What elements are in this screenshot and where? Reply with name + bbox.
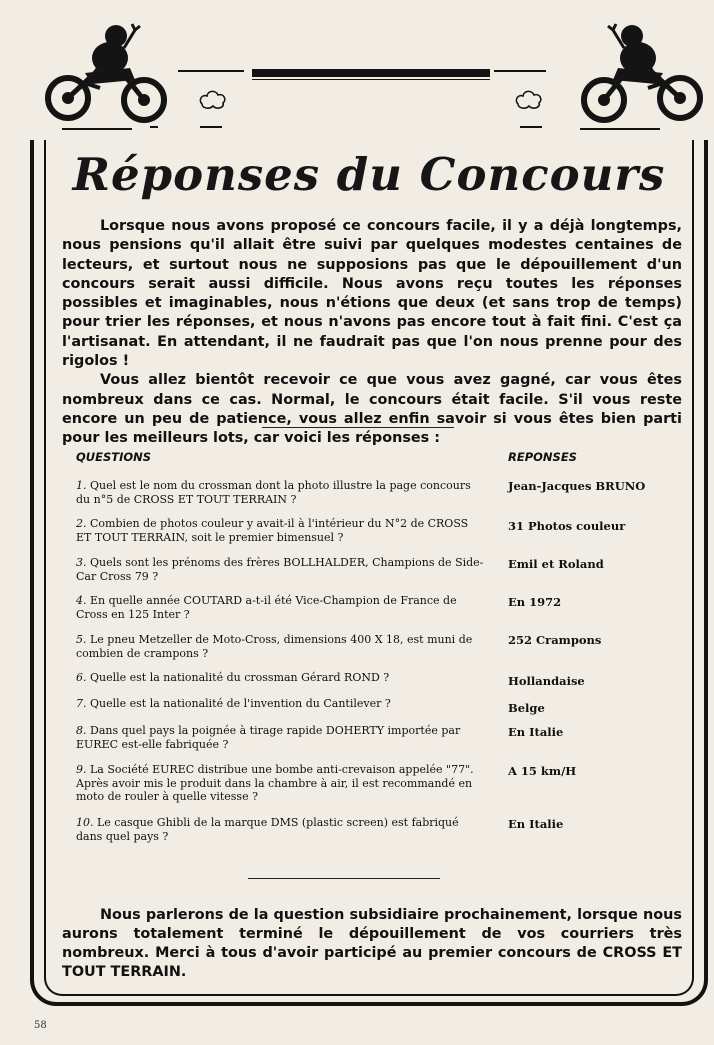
dash-decoration xyxy=(200,126,222,128)
answer-text: Hollandaise xyxy=(508,674,585,688)
dash-decoration xyxy=(178,70,244,72)
question-text xyxy=(76,479,486,506)
intro-paragraph: Vous allez bientôt recevoir ce que vous avez gagné, car vous êtes nombreux dans ce cas. Normal, le concours était facile. S'il vous reste encore un peu de patience, vous allez enfin savoir si vous êtes bien parti pour les meilleurs lots, car voici les réponses : xyxy=(62,372,682,447)
question-text xyxy=(76,671,486,685)
question-text xyxy=(76,763,486,804)
question-text xyxy=(76,724,486,751)
question-label: Quel est le nom du crossman dont la photo illustre la page concours du n°5 de CROSS ET TOUT TERRAIN ? xyxy=(76,479,471,506)
intro-paragraph: Lorsque nous avons proposé ce concours facile, il y a déjà longtemps, nous pensions qu'il allait être suivi par quelques modestes centaines de lecteurs, et surtout nous ne supposions pas que le dépouillement d'un concours serait aussi difficile. Nous avons reçu toutes les réponses possibles et imaginables, nous n'étions que deux (et sans trop de temps) pour trier les réponses, et nous n'avons pas encore tout à fait fini. C'est ça l'artisanat. En attendant, il ne faudrait pas que l'on nous prenne pour des rigolos ! xyxy=(62,218,682,370)
closing-text xyxy=(62,906,682,982)
question-number: 6. xyxy=(76,671,87,684)
dash-decoration xyxy=(150,126,158,128)
separator-rule xyxy=(262,427,454,428)
page-number: 58 xyxy=(34,1020,47,1031)
dust-cloud-icon xyxy=(196,86,230,112)
question-number: 10. xyxy=(76,816,94,829)
question-text xyxy=(76,816,486,843)
question-number: 8. xyxy=(76,724,87,737)
question-number: 2. xyxy=(76,517,87,530)
dash-decoration xyxy=(580,128,660,130)
question-label: En quelle année COUTARD a-t-il été Vice-Champion de France de Cross en 125 Inter ? xyxy=(76,594,457,621)
question-label: Quelle est la nationalité de l'invention du Cantilever ? xyxy=(90,697,391,710)
intro-text xyxy=(62,217,682,449)
answer-text: En 1972 xyxy=(508,595,562,609)
question-number: 9. xyxy=(76,763,87,776)
dust-cloud-icon xyxy=(512,86,546,112)
header-rule xyxy=(252,69,490,77)
answer-text: Emil et Roland xyxy=(508,557,604,571)
motorbike-rider-icon xyxy=(40,18,170,128)
separator-rule xyxy=(248,878,440,879)
question-number: 4. xyxy=(76,594,87,607)
question-text xyxy=(76,556,486,583)
answers-header: REPONSES xyxy=(508,450,577,464)
question-label: Dans quel pays la poignée à tirage rapide DOHERTY importée par EUREC est-elle fabriquée ? xyxy=(76,724,461,751)
question-text xyxy=(76,594,486,621)
question-label: Combien de photos couleur y avait-il à l'intérieur du N°2 de CROSS ET TOUT TERRAIN, soit le premier bimensuel ? xyxy=(76,517,469,544)
answer-text: Jean-Jacques BRUNO xyxy=(508,479,646,493)
page-title: Réponses du Concours xyxy=(72,148,666,201)
dash-decoration xyxy=(62,128,132,130)
closing-paragraph: Nous parlerons de la question subsidiaire prochainement, lorsque nous aurons totalement terminé le dépouillement de vos courriers très nombreux. Merci à tous d'avoir participé au premier concours de CROSS ET TOUT TERRAIN. xyxy=(62,907,682,980)
question-label: Quelle est la nationalité du crossman Gérard ROND ? xyxy=(90,671,390,684)
question-number: 7. xyxy=(76,697,87,710)
motorbike-rider-icon xyxy=(578,18,708,128)
dash-decoration xyxy=(494,70,546,72)
question-text xyxy=(76,697,486,711)
answer-text: 31 Photos couleur xyxy=(508,519,626,533)
question-text xyxy=(76,633,486,660)
header-rule-thin xyxy=(252,79,490,80)
answer-text: Belge xyxy=(508,701,545,715)
answer-text: 252 Crampons xyxy=(508,633,602,647)
question-label: Le pneu Metzeller de Moto-Cross, dimensions 400 X 18, est muni de combien de crampons ? xyxy=(76,633,473,660)
question-number: 3. xyxy=(76,556,87,569)
questions-header: QUESTIONS xyxy=(76,450,152,464)
question-number: 1. xyxy=(76,479,87,492)
answer-text: En Italie xyxy=(508,725,564,739)
answer-text: A 15 km/H xyxy=(508,764,577,778)
dash-decoration xyxy=(520,126,542,128)
question-label: La Société EUREC distribue une bombe anti-crevaison appelée "77". Après avoir mis le produit dans la chambre à air, il est recommandé en moto de rouler à quelle vitesse ? xyxy=(76,763,474,803)
answer-text: En Italie xyxy=(508,817,564,831)
question-label: Le casque Ghibli de la marque DMS (plastic screen) est fabriqué dans quel pays ? xyxy=(76,816,459,843)
question-label: Quels sont les prénoms des frères BOLLHALDER, Champions de Side-Car Cross 79 ? xyxy=(76,556,484,583)
question-number: 5. xyxy=(76,633,87,646)
question-text xyxy=(76,517,486,544)
